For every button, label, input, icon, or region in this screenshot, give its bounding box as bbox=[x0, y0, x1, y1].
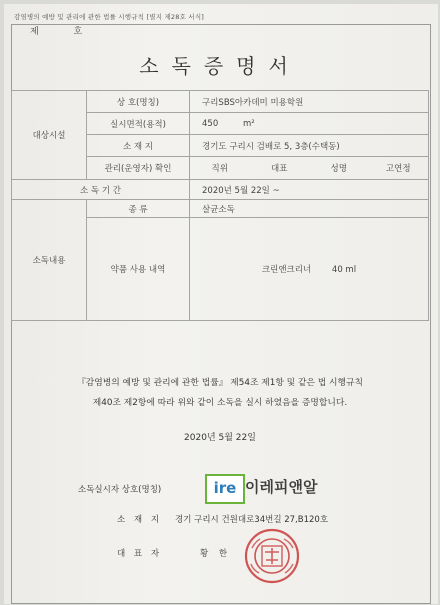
disinfection-type-row bbox=[12, 200, 429, 218]
statement-date: 2020년 5월 22일 bbox=[184, 433, 256, 443]
facility-area-cell bbox=[190, 113, 429, 135]
chemical-amount: 40 ml bbox=[331, 265, 357, 275]
chemical-name: 크린앤크리너 bbox=[261, 265, 312, 275]
form-reference-note: 감염병의 예방 및 관리에 관한 법률 시행규칙 [별지 제28호 서식] bbox=[14, 13, 205, 21]
representative-name: 황 한 bbox=[200, 549, 232, 559]
period-label: 소 독 기 간 bbox=[12, 180, 190, 200]
disinfection-category: 소독내용 bbox=[12, 200, 87, 321]
manager-name: 고연정 bbox=[385, 164, 411, 174]
period-value: 2020년 5월 22일 ~ bbox=[190, 180, 429, 200]
company-logo bbox=[205, 474, 245, 504]
contractor-name: 이레피앤알 bbox=[245, 478, 318, 496]
manager-position: 대표 bbox=[271, 164, 288, 174]
manager-cell bbox=[190, 157, 429, 180]
facility-area-unit: m² bbox=[242, 118, 255, 129]
manager-label: 관리(운영자) 확인 bbox=[87, 157, 190, 180]
disinfection-type-label: 종 류 bbox=[87, 200, 190, 218]
chemical-label: 약품 사용 내역 bbox=[87, 218, 190, 321]
facility-name-value: 구리SBS아카데미 미용학원 bbox=[190, 91, 429, 113]
facility-area-label: 실시면적(용적) bbox=[87, 113, 190, 135]
statement-line-2: 제40조 제2항에 따라 위와 같이 소독을 실시 하였음을 증명합니다. bbox=[92, 398, 348, 408]
facility-area-value: 450 bbox=[202, 118, 219, 129]
facility-category: 대상시설 bbox=[12, 91, 87, 180]
document-title: 소독증명서 bbox=[139, 54, 301, 78]
chemical-cell bbox=[190, 218, 429, 321]
document-number-label: 제 호 bbox=[30, 27, 99, 37]
contractor-address: 경기 구리시 건원대로34번길 27,B120호 bbox=[175, 515, 329, 525]
facility-address-value: 경기도 구리시 검배로 5, 3층(수택동) bbox=[190, 135, 429, 157]
logo-text: ire bbox=[213, 479, 237, 497]
contractor-label: 소독실시자 상호(명칭) bbox=[78, 485, 162, 495]
certification-statement bbox=[0, 373, 440, 413]
company-seal-stamp bbox=[242, 526, 302, 586]
facility-address-label: 소 재 지 bbox=[87, 135, 190, 157]
period-row bbox=[12, 180, 429, 200]
disinfection-type-value: 살균소독 bbox=[190, 200, 429, 218]
facility-name-row bbox=[12, 91, 429, 113]
contractor-address-label: 소 재 지 bbox=[117, 515, 163, 525]
manager-position-label: 직위 bbox=[211, 164, 228, 174]
manager-name-label: 성명 bbox=[330, 164, 347, 174]
certificate-table bbox=[11, 90, 429, 321]
facility-name-label: 상 호(명칭) bbox=[87, 91, 190, 113]
statement-line-1: 『감염병의 예방 및 관리에 관한 법률』 제54조 제1항 및 같은 법 시행규칙 bbox=[76, 378, 364, 388]
representative-label: 대 표 자 bbox=[117, 549, 163, 559]
